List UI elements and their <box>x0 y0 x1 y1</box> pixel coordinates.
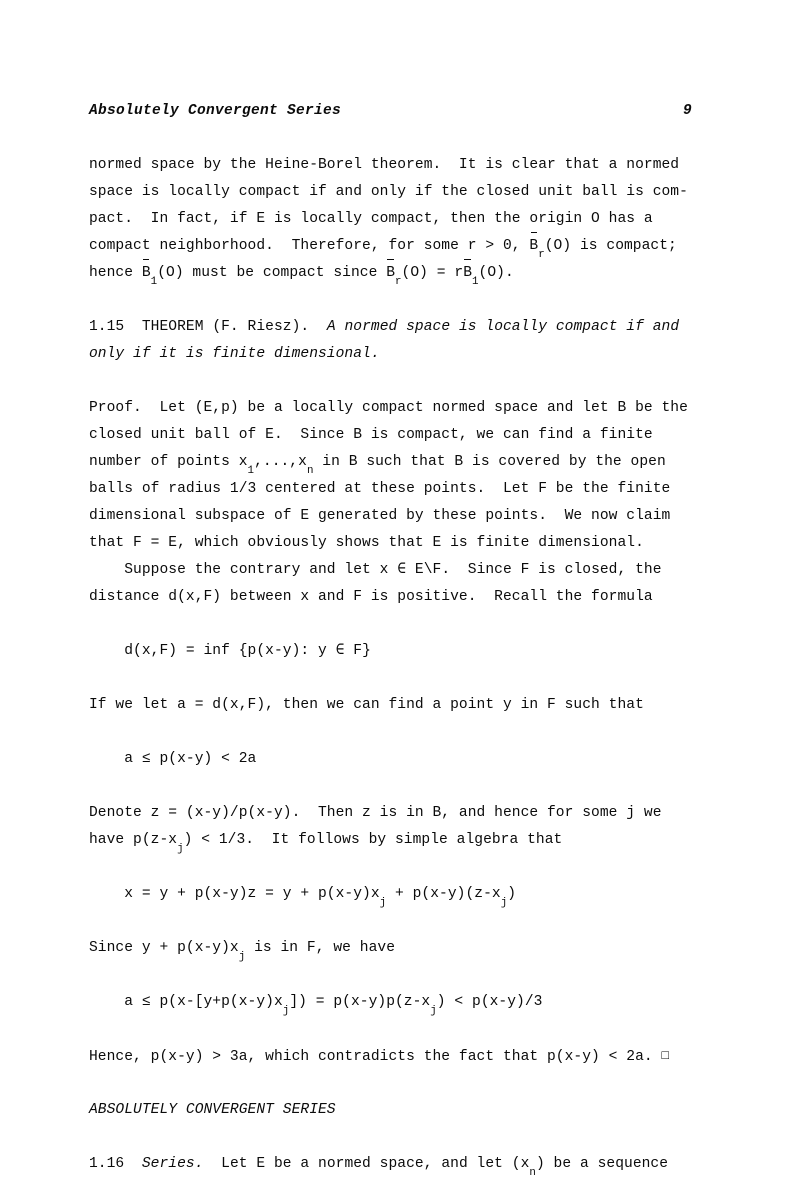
text-run: a ≤ p(x-[y+p(x-y)x <box>89 994 283 1010</box>
closed-ball-symbol: B <box>386 260 395 287</box>
text-run: number of points x <box>89 454 248 470</box>
text-run: ) <box>507 886 517 902</box>
paragraph-line <box>89 827 697 854</box>
subscript: j <box>379 897 387 910</box>
paragraph-line <box>89 935 697 962</box>
closed-ball-symbol: B <box>529 233 538 260</box>
subscript: j <box>500 897 508 910</box>
proof-line: Suppose the contrary and let x ∈ E\F. Since F is closed, the <box>89 562 662 578</box>
proof-line: dimensional subspace of E generated by these points. We now claim <box>89 508 671 524</box>
text-run: (O) must be compact since <box>157 265 387 281</box>
spacing <box>309 319 327 335</box>
theorem-115-line <box>89 314 697 341</box>
section-heading-text: ABSOLUTELY CONVERGENT SERIES <box>89 1102 336 1118</box>
paragraph-line: space is locally compact if and only if the closed unit ball is com- <box>89 184 688 200</box>
theorem-label: THEOREM (F. Riesz). <box>141 319 310 335</box>
spacer <box>89 908 697 935</box>
text-run: (O) = r <box>401 265 464 281</box>
spacer <box>89 854 697 881</box>
spacer <box>89 1070 697 1097</box>
text-run: ) be a sequence <box>535 1156 669 1172</box>
closed-ball-symbol: B <box>463 260 472 287</box>
text-run: have p(z-x <box>89 832 178 848</box>
spacing <box>124 319 142 335</box>
running-head <box>89 103 692 119</box>
spacer <box>89 665 697 692</box>
subscript: n <box>529 1167 536 1180</box>
subscript: r <box>538 249 545 262</box>
paragraph-line: Denote z = (x-y)/p(x-y). Then z is in B, and hence for some j we <box>89 805 662 821</box>
paragraph-line: normed space by the Heine-Borel theorem. It is clear that a normed <box>89 157 680 173</box>
paragraph-line <box>89 233 697 260</box>
text-run: compact neighborhood. Therefore, for some r > 0, <box>89 238 530 254</box>
text-run: Since y + p(x-y)x <box>89 940 239 956</box>
running-head-title: Absolutely Convergent Series <box>89 103 342 119</box>
text-run: ]) = p(x-y)p(z-x <box>289 994 431 1010</box>
closed-ball-symbol: B <box>142 260 151 287</box>
spacer <box>89 368 697 395</box>
equation-final-inequality <box>89 989 697 1016</box>
item-number: 1.16 <box>89 1156 125 1172</box>
spacer <box>89 1124 697 1151</box>
text-run: is in F, we have <box>245 940 395 956</box>
text-run: (O) is compact; <box>544 238 677 254</box>
text-run: in B such that B is covered by the open <box>313 454 666 470</box>
equation-distance-formula: d(x,F) = inf {p(x-y): y ∈ F} <box>89 643 371 659</box>
text-run: Let E be a normed space, and let (x <box>203 1156 530 1172</box>
theorem-statement: A normed space is locally compact if and <box>326 319 680 335</box>
text-run: + p(x-y)(z-x <box>386 886 501 902</box>
text-run: ,...,x <box>254 454 307 470</box>
spacing <box>124 1156 142 1172</box>
proof-line <box>89 449 697 476</box>
subscript: j <box>238 951 246 964</box>
theorem-115-line <box>89 341 697 368</box>
subscript: r <box>395 276 402 289</box>
paragraph-line <box>89 260 697 287</box>
subscript: 1 <box>150 276 158 289</box>
text-run: ) < 1/3. It follows by simple algebra that <box>183 832 563 848</box>
paragraph-line <box>89 1043 697 1070</box>
theorem-number: 1.15 <box>89 319 125 335</box>
subscript: j <box>177 843 184 856</box>
spacer <box>89 962 697 989</box>
section-heading <box>89 1097 697 1124</box>
equation-inequality-a: a ≤ p(x-y) < 2a <box>89 751 257 767</box>
qed-symbol: □ <box>661 1049 670 1063</box>
spacer <box>89 611 697 638</box>
proof-line: that F = E, which obviously shows that E is finite dimensional. <box>89 535 644 551</box>
page-body <box>89 152 697 1178</box>
text-run: x = y + p(x-y)z = y + p(x-y)x <box>89 886 380 902</box>
paragraph-line: If we let a = d(x,F), then we can find a point y in F such that <box>89 697 644 713</box>
text-run: Hence, p(x-y) > 3a, which contradicts the fact that p(x-y) < 2a. <box>89 1048 653 1065</box>
proof-line: balls of radius 1/3 centered at these points. Let F be the finite <box>89 481 671 497</box>
subscript: 1 <box>472 276 479 289</box>
spacer <box>89 773 697 800</box>
proof-line: Proof. Let (E,p) be a locally compact normed space and let B be the <box>89 400 688 416</box>
subscript: 1 <box>247 465 255 478</box>
spacer <box>89 719 697 746</box>
paragraph-line: pact. In fact, if E is locally compact, then the origin O has a <box>89 211 653 227</box>
item-label: Series. <box>141 1156 204 1172</box>
proof-line: closed unit ball of E. Since B is compact, we can find a finite <box>89 427 653 443</box>
spacer <box>89 1016 697 1043</box>
theorem-statement: only if it is finite dimensional. <box>89 346 380 362</box>
text-run: (O). <box>478 265 514 281</box>
subscript: n <box>306 465 314 478</box>
page-number: 9 <box>682 103 692 119</box>
spacing <box>653 1049 662 1065</box>
spacer <box>89 287 697 314</box>
item-116-line <box>89 1151 697 1178</box>
subscript: j <box>282 1005 290 1018</box>
proof-line: distance d(x,F) between x and F is positive. Recall the formula <box>89 589 653 605</box>
text-run: hence <box>89 265 142 281</box>
subscript: j <box>430 1005 437 1018</box>
text-run: ) < p(x-y)/3 <box>436 994 543 1010</box>
equation-decomposition <box>89 881 697 908</box>
